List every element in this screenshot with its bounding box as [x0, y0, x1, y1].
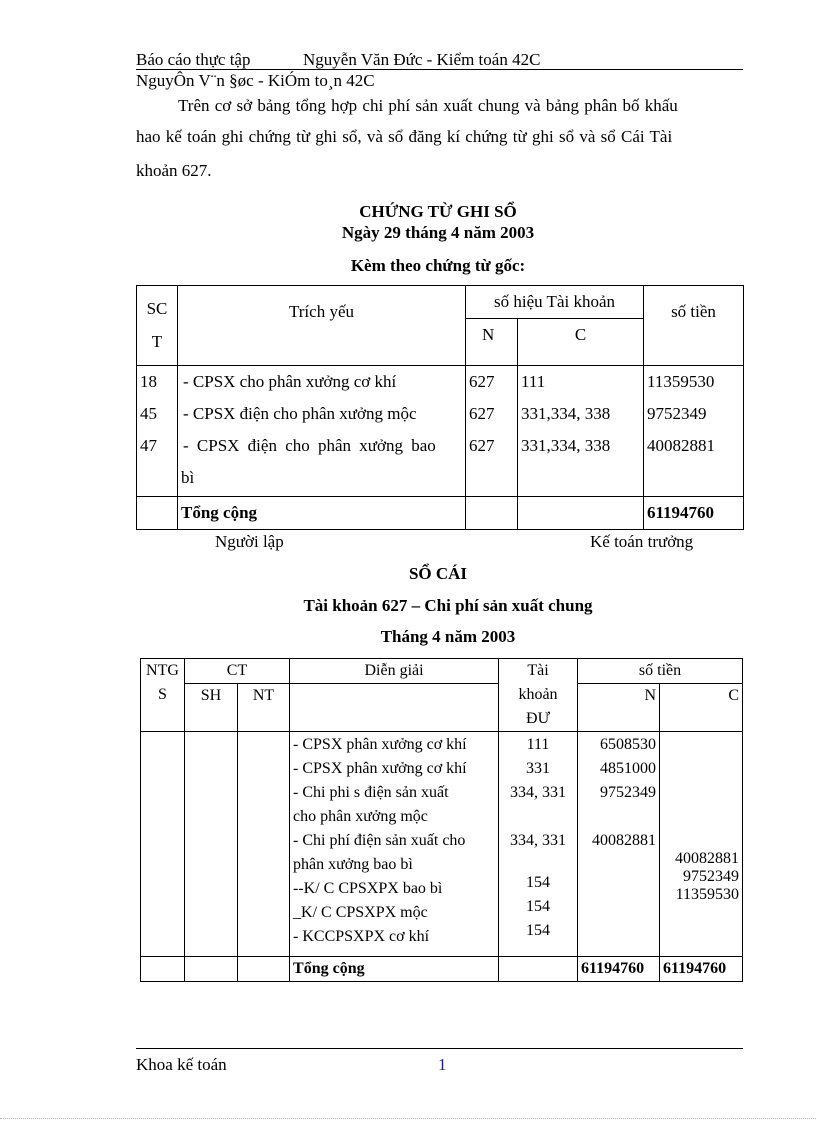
amount-cell: 11359530 9752349 40082881 [644, 366, 744, 497]
ledger-line: - CPSX phân xưởng cơ khí [293, 760, 467, 777]
voucher-attach: Kèm theo chứng từ gốc: [350, 256, 526, 275]
desc-cell [290, 732, 499, 957]
ledger-line: 334, 331 [510, 832, 567, 849]
header-ct: CT [185, 659, 290, 684]
ledger-line: 154 [526, 898, 551, 915]
c-cell: 111 331,334, 338 331,334, 338 [518, 366, 644, 497]
header-n: N [466, 319, 518, 366]
garbled-header: NguyÔn V¨n §øc - KiÓm to¸n 42C [136, 71, 375, 90]
header-account: Tài khoản ĐƯ [499, 659, 578, 732]
header-c: C [660, 684, 743, 732]
header-sct: SC T [137, 286, 178, 366]
ledger-table [140, 658, 743, 982]
ledger-line [663, 757, 739, 781]
ledger-line: - Chi phí điện sản xuất cho [293, 832, 466, 849]
n-cell: 627 627 627 [466, 366, 518, 497]
ledger-line [581, 853, 656, 877]
header-ntgs: NTG S [141, 659, 185, 732]
ledger-line [663, 781, 739, 805]
ledger-line [663, 805, 739, 829]
account-cell [499, 732, 578, 957]
ledger-line: 40082881 [675, 850, 740, 867]
ledger-line: - CPSX phân xưởng cơ khí [293, 736, 467, 753]
header-sh: SH [185, 684, 238, 732]
voucher-title: CHỨNG TỪ GHI SỔ [359, 202, 517, 221]
ledger-line: cho phân xưởng mộc [293, 808, 428, 825]
ledger-line: 40082881 [592, 832, 657, 849]
page-break [0, 1118, 816, 1119]
ledger-line: 111 [526, 736, 550, 753]
header-n: N [578, 684, 660, 732]
ledger-line: 6508530 [600, 736, 657, 753]
header-amount: số tiền [578, 659, 743, 684]
ledger-line: 154 [526, 922, 551, 939]
ledger-line [581, 877, 656, 901]
header-desc: Diễn giải [290, 659, 499, 684]
header-rule [136, 69, 743, 70]
header-left: Báo cáo thực tập [136, 50, 251, 69]
credit-cell [660, 732, 743, 957]
intro-line-1: Trên cơ sở bảng tổng hợp chi phí sản xuất chung và bảng phân bố khấu [178, 96, 678, 115]
preparer-label: Người lập [215, 532, 284, 551]
intro-line-3: khoản 627. [136, 161, 212, 180]
chief-accountant-label: Kế toán trưởng [590, 532, 694, 551]
debit-cell [578, 732, 660, 957]
total-label: Tổng cộng [178, 497, 466, 530]
ledger-line: 334, 331 [510, 784, 567, 801]
ledger-line [581, 805, 656, 829]
footer-rule [136, 1048, 743, 1049]
footer-left: Khoa kế toán [136, 1055, 227, 1074]
ledger-total-credit: 61194760 [660, 957, 743, 982]
ledger-line: 154 [526, 874, 551, 891]
header-right: Nguyễn Văn Đức - Kiểm toán 42C [303, 50, 541, 69]
header-c: C [518, 319, 644, 366]
ledger-line: _K/ C CPSXPX mộc [293, 904, 428, 921]
ledger-line [581, 901, 656, 925]
page-number: 1 [438, 1055, 447, 1074]
ledger-line: --K/ C CPSXPX bao bì [293, 880, 443, 897]
ledger-line [663, 733, 739, 757]
ledger-title: SỔ CÁI [408, 564, 468, 583]
ledger-line: phân xưởng bao bì [293, 856, 413, 873]
ledger-account: Tài khoản 627 – Chi phí sản xuất chung [303, 596, 593, 615]
ledger-total-label: Tổng cộng [290, 957, 499, 982]
ledger-line: 4851000 [600, 760, 657, 777]
ledger-line: 331 [526, 760, 551, 777]
ledger-period: Tháng 4 năm 2003 [380, 627, 516, 646]
voucher-table [136, 285, 744, 530]
ledger-line: 9752349 [600, 784, 657, 801]
ledger-line [581, 925, 656, 949]
ledger-line: - KCCPSXPX cơ khí [293, 928, 430, 945]
voucher-date: Ngày 29 tháng 4 năm 2003 [341, 223, 535, 242]
ledger-line: 11359530 [675, 886, 740, 903]
total-amount: 61194760 [644, 497, 744, 530]
desc-cell: - CPSX cho phân xưởng cơ khí - CPSX điện cho phân xưởng mộc - CPSX điện cho phân xưởng bao bì [178, 366, 466, 497]
intro-line-2: hao kế toán ghi chứng từ ghi sổ, và sổ đăng kí chứng từ ghi sổ và sổ Cái Tài [136, 127, 673, 146]
ledger-line: - Chi phi s điện sản xuất [293, 784, 449, 801]
sct-cell: 18 45 47 [137, 366, 178, 497]
header-nt: NT [238, 684, 290, 732]
ledger-line: 9752349 [683, 868, 740, 885]
header-desc: Trích yếu [178, 286, 466, 366]
ledger-total-debit: 61194760 [578, 957, 660, 982]
header-account: số hiệu Tài khoản [466, 286, 644, 319]
ledger-line [502, 805, 574, 829]
header-amount: số tiền [644, 286, 744, 366]
